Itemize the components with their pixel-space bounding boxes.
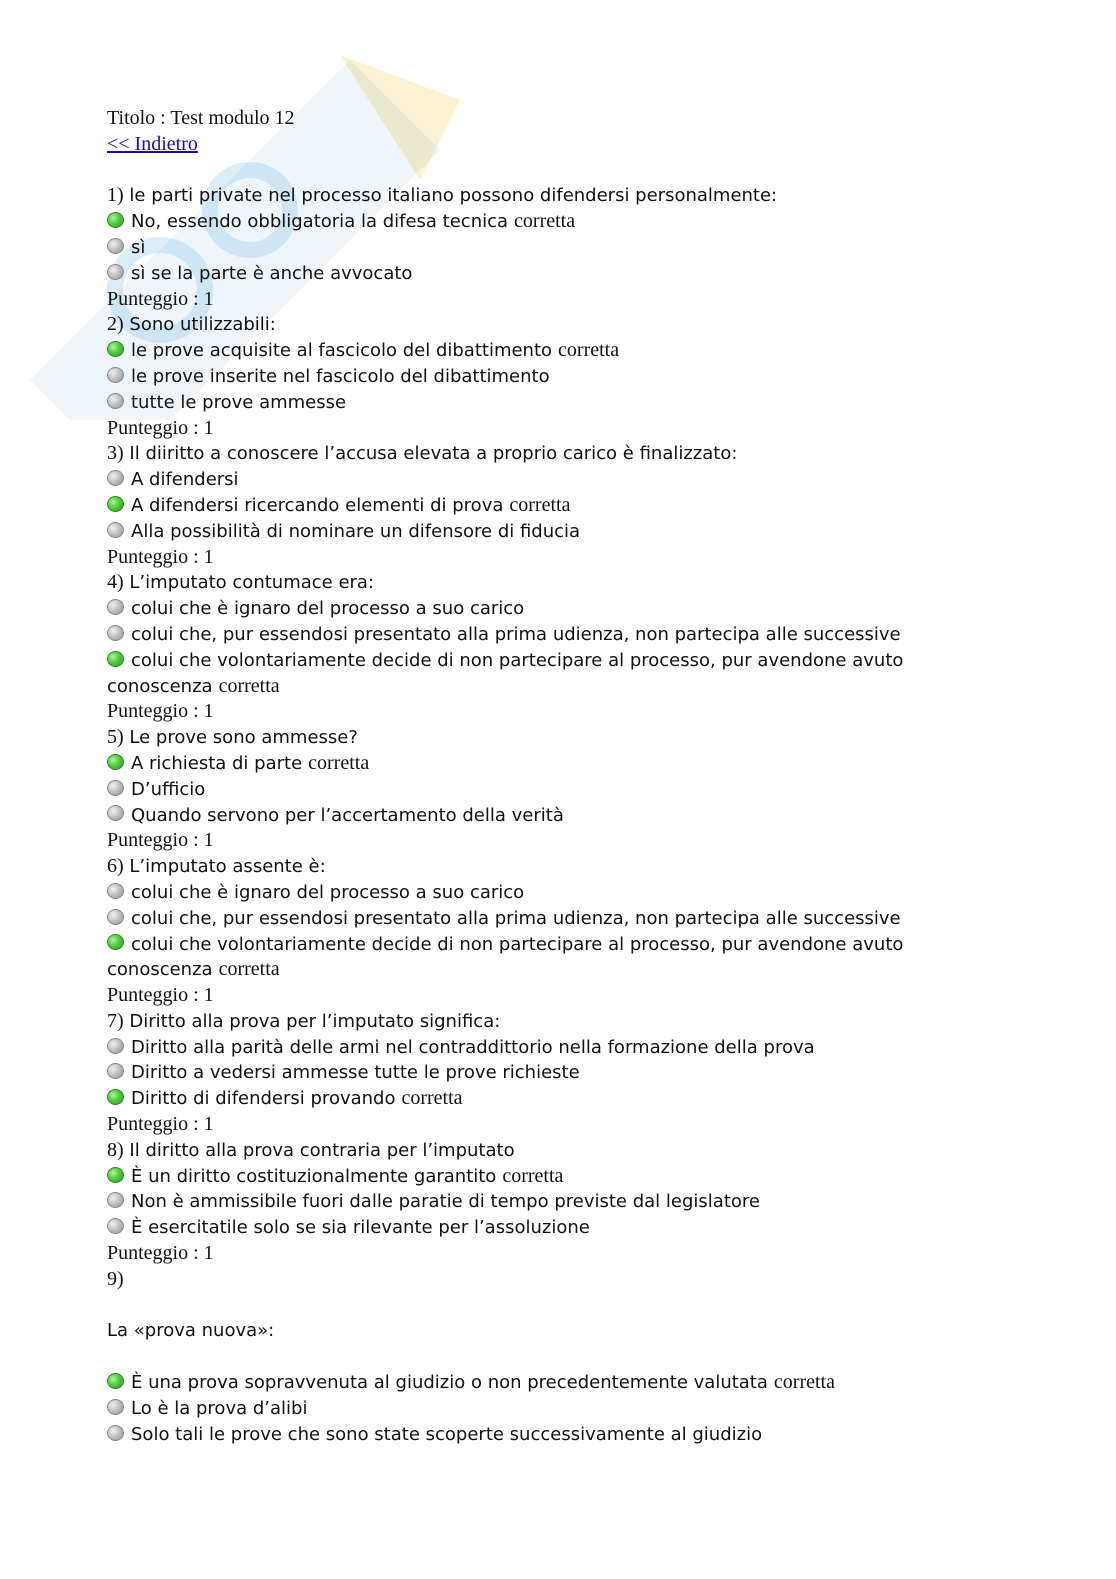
question-number: 7) (107, 1009, 124, 1032)
answer-option[interactable] (107, 1060, 1007, 1086)
answer-text: colui che volontariamente decide di non partecipare al processo, pur avendone avuto (131, 933, 904, 955)
answer-option[interactable] (107, 906, 1007, 932)
question-block (107, 441, 1007, 570)
answer-option[interactable] (107, 803, 1007, 829)
correct-label: corretta (558, 339, 620, 362)
question-label: Diritto alla prova per l’imputato significa: (129, 1010, 501, 1032)
answer-continuation (107, 957, 1007, 983)
answer-option[interactable] (107, 235, 1007, 261)
answer-text: È esercitatile solo se sia rilevante per l’assoluzione (131, 1217, 590, 1239)
correct-answer-icon (107, 1167, 124, 1183)
answer-option[interactable] (107, 777, 1007, 803)
question-label: Le prove sono ammesse? (129, 727, 358, 749)
answer-radio-icon (107, 1399, 124, 1415)
answer-option[interactable] (107, 880, 1007, 906)
answer-continuation (107, 674, 1007, 700)
answer-text: A difendersi (131, 469, 239, 491)
question-label: Il diiritto a conoscere l’accusa elevata a proprio carico è finalizzato: (129, 443, 738, 465)
question-number: 6) (107, 855, 124, 878)
answer-option[interactable] (107, 622, 1007, 648)
question-text (107, 725, 1007, 751)
answer-text-cont: conoscenza (107, 959, 213, 981)
question-label: L’imputato contumace era: (129, 572, 375, 594)
question-label: Il diritto alla prova contraria per l’imputato (129, 1139, 515, 1161)
answer-option[interactable] (107, 209, 1007, 235)
answer-text-cont: conoscenza (107, 675, 213, 697)
score: Punteggio : 1 (107, 1242, 214, 1265)
question-label: le parti private nel processo italiano possono difendersi personalmente: (129, 185, 778, 207)
answer-text: colui che volontariamente decide di non partecipare al processo, pur avendone avuto (131, 649, 904, 671)
answer-radio-icon (107, 470, 124, 486)
question-number: 4) (107, 571, 124, 594)
question-text (107, 854, 1007, 880)
question-number: 1) (107, 184, 124, 207)
correct-label: corretta (773, 1371, 835, 1394)
question-label: Sono utilizzabili: (129, 314, 276, 336)
question-text (107, 312, 1007, 338)
question-text (107, 441, 1007, 467)
correct-label: corretta (308, 751, 370, 774)
answer-option[interactable] (107, 1370, 1007, 1396)
answer-radio-icon (107, 625, 124, 641)
answer-text: Quando servono per l’accertamento della verità (131, 804, 564, 826)
question-label: La «prova nuova»: (107, 1320, 275, 1342)
answer-radio-icon (107, 780, 124, 796)
answer-option[interactable] (107, 338, 1007, 364)
score: Punteggio : 1 (107, 545, 214, 568)
answer-option[interactable] (107, 751, 1007, 777)
back-link[interactable]: << Indietro (107, 132, 198, 155)
question-block (107, 183, 1007, 312)
answer-option[interactable] (107, 1396, 1007, 1422)
answer-text: Solo tali le prove che sono state scoperte successivamente al giudizio (131, 1423, 763, 1445)
question-block (107, 1138, 1007, 1267)
answer-text: A richiesta di parte (131, 752, 303, 774)
correct-label: corretta (514, 210, 576, 233)
answer-option[interactable] (107, 1086, 1007, 1112)
question-label: L’imputato assente è: (129, 856, 326, 878)
answer-radio-icon (107, 238, 124, 254)
question-text (107, 1138, 1007, 1164)
answer-text: È un diritto costituzionalmente garantito (131, 1165, 497, 1187)
question-block (107, 854, 1007, 1009)
answer-text: colui che è ignaro del processo a suo carico (131, 598, 525, 620)
answer-option[interactable] (107, 1215, 1007, 1241)
answer-option[interactable] (107, 648, 1007, 674)
question-number: 5) (107, 726, 124, 749)
answer-radio-icon (107, 264, 124, 280)
answer-option[interactable] (107, 1164, 1007, 1190)
answer-text: le prove inserite nel fascicolo del dibattimento (131, 365, 550, 387)
answer-radio-icon (107, 909, 124, 925)
question-text (107, 183, 1007, 209)
score: Punteggio : 1 (107, 287, 214, 310)
correct-label: corretta (509, 493, 571, 516)
answer-text: Diritto di difendersi provando (131, 1088, 396, 1110)
answer-text: colui che, pur essendosi presentato alla prima udienza, non partecipa alle successive (131, 623, 901, 645)
answer-radio-icon (107, 1218, 124, 1234)
answer-option[interactable] (107, 467, 1007, 493)
answer-radio-icon (107, 1425, 124, 1441)
correct-answer-icon (107, 934, 124, 950)
answer-option[interactable] (107, 1189, 1007, 1215)
answer-text: tutte le prove ammesse (131, 391, 347, 413)
answer-option[interactable] (107, 493, 1007, 519)
question-text (107, 1009, 1007, 1035)
question-block (107, 725, 1007, 854)
question-block (107, 570, 1007, 725)
answer-radio-icon (107, 393, 124, 409)
answer-text: le prove acquisite al fascicolo del dibattimento (131, 340, 553, 362)
answer-option[interactable] (107, 261, 1007, 287)
correct-label: corretta (401, 1087, 463, 1110)
answer-text: Lo è la prova d’alibi (131, 1397, 308, 1419)
answer-text: Alla possibilità di nominare un difensore di fiducia (131, 520, 581, 542)
question-block (107, 1009, 1007, 1138)
correct-label: corretta (502, 1164, 564, 1187)
score: Punteggio : 1 (107, 829, 214, 852)
answer-text: Diritto a vedersi ammesse tutte le prove richieste (131, 1062, 580, 1084)
question-number: 2) (107, 313, 124, 336)
correct-answer-icon (107, 1373, 124, 1389)
answer-radio-icon (107, 1192, 124, 1208)
correct-answer-icon (107, 212, 124, 228)
score: Punteggio : 1 (107, 700, 214, 723)
correct-answer-icon (107, 754, 124, 770)
page-title: Titolo : Test modulo 12 (107, 107, 295, 129)
answer-radio-icon (107, 599, 124, 615)
answer-text: sì (131, 236, 146, 258)
correct-answer-icon (107, 1089, 124, 1105)
question-number: 3) (107, 442, 124, 465)
answer-text: colui che è ignaro del processo a suo carico (131, 881, 525, 903)
answer-text: sì se la parte è anche avvocato (131, 262, 413, 284)
answer-text: Non è ammissibile fuori dalle paratie di tempo previste dal legislatore (131, 1191, 760, 1213)
answer-text: A difendersi ricercando elementi di prova (131, 494, 504, 516)
answer-text: No, essendo obbligatoria la difesa tecnica (131, 211, 509, 233)
correct-answer-icon (107, 651, 124, 667)
answer-radio-icon (107, 1063, 124, 1079)
answer-option[interactable] (107, 519, 1007, 545)
correct-label: corretta (218, 958, 280, 981)
answer-text: D’ufficio (131, 778, 206, 800)
answer-option[interactable] (107, 932, 1007, 958)
score: Punteggio : 1 (107, 1113, 214, 1136)
answer-option[interactable] (107, 390, 1007, 416)
answer-radio-icon (107, 367, 124, 383)
question-text (107, 570, 1007, 596)
answer-text: Diritto alla parità delle armi nel contraddittorio nella formazione della prova (131, 1036, 815, 1058)
score: Punteggio : 1 (107, 984, 214, 1007)
answer-option[interactable] (107, 596, 1007, 622)
correct-answer-icon (107, 341, 124, 357)
question-number: 8) (107, 1138, 124, 1161)
answer-option[interactable] (107, 1035, 1007, 1061)
question-number: 9) (107, 1267, 124, 1290)
question-block (107, 312, 1007, 441)
answer-radio-icon (107, 805, 124, 821)
answer-radio-icon (107, 883, 124, 899)
answer-text: colui che, pur essendosi presentato alla prima udienza, non partecipa alle successive (131, 907, 901, 929)
correct-answer-icon (107, 496, 124, 512)
correct-label: corretta (218, 674, 280, 697)
answer-radio-icon (107, 522, 124, 538)
score: Punteggio : 1 (107, 416, 214, 439)
answer-radio-icon (107, 1038, 124, 1054)
answer-text: È una prova sopravvenuta al giudizio o non precedentemente valutata (131, 1372, 768, 1394)
answer-option[interactable] (107, 364, 1007, 390)
answer-option[interactable] (107, 1422, 1007, 1448)
